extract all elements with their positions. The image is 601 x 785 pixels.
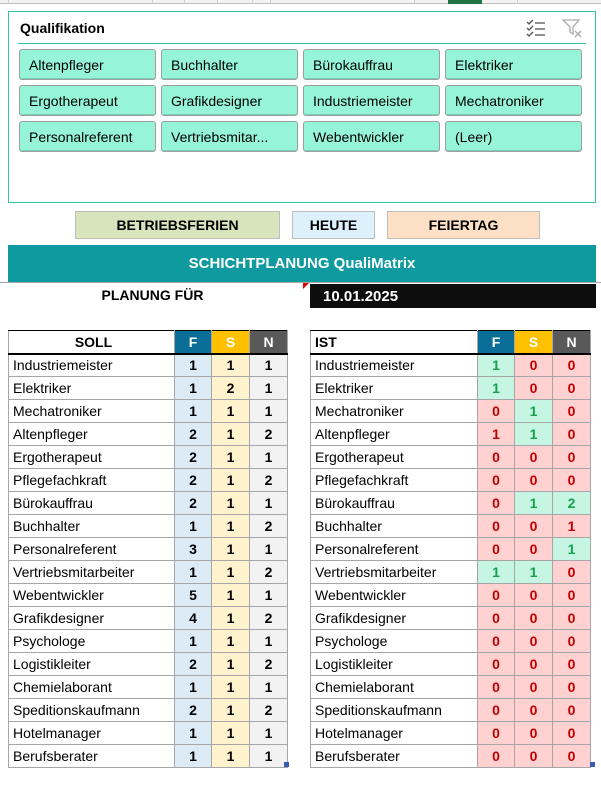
shift-s-cell[interactable]: 1 [212,676,250,699]
shift-f-cell[interactable]: 0 [478,515,515,538]
shift-n-cell[interactable]: 0 [553,699,591,722]
shift-n-cell[interactable]: 0 [553,630,591,653]
qualification-name-cell[interactable]: Berufsberater [311,745,478,768]
shift-s-cell[interactable]: 1 [212,561,250,584]
shift-n-cell[interactable]: 0 [553,423,591,446]
shift-n-cell[interactable]: 0 [553,745,591,768]
soll-table [8,330,288,768]
qualification-name-cell[interactable]: Speditionskaufmann [311,699,478,722]
qualification-name-cell[interactable]: Personalreferent [9,538,175,561]
qualifikation-slicer [8,11,596,203]
shift-s-cell[interactable]: 1 [212,469,250,492]
shift-n-cell[interactable]: 0 [553,584,591,607]
qualification-name-cell[interactable]: Industriemeister [9,354,175,377]
shift-header-s: S [515,331,553,354]
page-title-banner: SCHICHTPLANUNG QualiMatrix [8,245,596,282]
slicer-item[interactable]: Buchhalter [161,49,298,80]
shift-s-cell[interactable]: 1 [212,722,250,745]
slicer-item[interactable]: (Leer) [445,121,582,152]
shift-n-cell[interactable]: 0 [553,653,591,676]
shift-s-cell[interactable]: 1 [515,492,553,515]
table-row [9,630,288,653]
table-row [9,607,288,630]
table-row [9,469,288,492]
shift-f-cell[interactable]: 0 [478,745,515,768]
shift-s-cell[interactable]: 1 [212,653,250,676]
table-row [311,515,591,538]
shift-n-cell[interactable]: 0 [553,446,591,469]
qualification-name-cell[interactable]: Logistikleiter [311,653,478,676]
shift-n-cell[interactable]: 1 [250,745,288,768]
table-row [9,377,288,400]
qualification-name-cell[interactable]: Psychologe [311,630,478,653]
shift-f-cell[interactable]: 0 [478,492,515,515]
shift-s-cell[interactable]: 0 [515,722,553,745]
qualification-name-cell[interactable]: Ergotherapeut [311,446,478,469]
shift-s-cell[interactable]: 0 [515,538,553,561]
qualification-name-cell[interactable]: Speditionskaufmann [9,699,175,722]
shift-header-n: N [250,331,288,354]
legend-heute: HEUTE [292,211,375,239]
table-row [311,469,591,492]
shift-header-f: F [175,331,212,354]
shift-s-cell[interactable]: 0 [515,354,553,377]
shift-n-cell[interactable]: 0 [553,561,591,584]
shift-f-cell[interactable]: 0 [478,446,515,469]
shift-n-cell[interactable]: 2 [250,515,288,538]
shift-s-cell[interactable]: 0 [515,584,553,607]
table-row [311,676,591,699]
qualification-name-cell[interactable]: Elektriker [9,377,175,400]
shift-n-cell[interactable]: 1 [250,538,288,561]
shift-f-cell[interactable]: 1 [478,377,515,400]
shift-f-cell[interactable]: 1 [175,630,212,653]
shift-s-cell[interactable]: 1 [212,630,250,653]
qualification-name-cell[interactable]: Pflegefachkraft [311,469,478,492]
table-row [311,400,591,423]
shift-n-cell[interactable]: 1 [250,354,288,377]
shift-f-cell[interactable]: 1 [478,423,515,446]
shift-f-cell[interactable]: 2 [175,423,212,446]
shift-f-cell[interactable]: 1 [175,745,212,768]
shift-s-cell[interactable]: 0 [515,377,553,400]
ist-table [310,330,591,768]
qualification-name-cell[interactable]: Chemielaborant [9,676,175,699]
planning-label: PLANUNG FÜR [101,287,204,303]
table-resize-handle[interactable] [590,762,595,767]
multi-select-icon[interactable] [525,18,547,38]
shift-n-cell[interactable]: 1 [250,492,288,515]
qualification-name-cell[interactable]: Buchhalter [9,515,175,538]
qualification-name-cell[interactable]: Grafikdesigner [9,607,175,630]
shift-n-cell[interactable]: 1 [250,676,288,699]
shift-f-cell[interactable]: 2 [175,699,212,722]
qualification-name-cell[interactable]: Personalreferent [311,538,478,561]
shift-s-cell[interactable]: 0 [515,446,553,469]
shift-n-cell[interactable]: 1 [250,722,288,745]
slicer-item[interactable]: Mechatroniker [445,85,582,116]
qualification-name-cell[interactable]: Grafikdesigner [311,607,478,630]
clear-filter-icon[interactable] [561,18,583,38]
shift-f-cell[interactable]: 1 [175,354,212,377]
table-row [9,423,288,446]
qualification-name-cell[interactable]: Altenpfleger [9,423,175,446]
shift-s-cell[interactable]: 2 [212,377,250,400]
shift-s-cell[interactable]: 0 [515,653,553,676]
shift-s-cell[interactable]: 1 [212,607,250,630]
shift-s-cell[interactable]: 1 [515,561,553,584]
shift-s-cell[interactable]: 1 [515,423,553,446]
shift-f-cell[interactable]: 0 [478,469,515,492]
shift-n-cell[interactable]: 1 [553,515,591,538]
table-row [9,515,288,538]
shift-f-cell[interactable]: 1 [175,515,212,538]
shift-f-cell[interactable]: 0 [478,400,515,423]
table-row [311,607,591,630]
shift-f-cell[interactable]: 0 [478,538,515,561]
shift-n-cell[interactable]: 1 [250,630,288,653]
table-row [311,745,591,768]
shift-f-cell[interactable]: 1 [175,561,212,584]
shift-n-cell[interactable]: 1 [250,584,288,607]
table-row [311,354,591,377]
shift-header-n: N [553,331,591,354]
qualification-name-cell[interactable]: Berufsberater [9,745,175,768]
column-header-strip [0,0,601,4]
qualification-name-cell[interactable]: Pflegefachkraft [9,469,175,492]
shift-n-cell[interactable]: 1 [553,538,591,561]
ist-header: IST [311,331,478,354]
table-row [311,538,591,561]
shift-f-cell[interactable]: 1 [175,722,212,745]
shift-f-cell[interactable]: 1 [478,354,515,377]
qualification-name-cell[interactable]: Ergotherapeut [9,446,175,469]
shift-n-cell[interactable]: 2 [250,469,288,492]
table-row [9,446,288,469]
shift-s-cell[interactable]: 0 [515,745,553,768]
table-row [9,354,288,377]
shift-n-cell[interactable]: 2 [250,423,288,446]
shift-f-cell[interactable]: 2 [175,492,212,515]
table-row [9,676,288,699]
shift-s-cell[interactable]: 1 [212,515,250,538]
comment-indicator-icon[interactable] [303,283,309,289]
qualification-name-cell[interactable]: Industriemeister [311,354,478,377]
shift-n-cell[interactable]: 2 [250,561,288,584]
shift-n-cell[interactable]: 0 [553,676,591,699]
shift-s-cell[interactable]: 0 [515,469,553,492]
table-row [311,584,591,607]
shift-n-cell[interactable]: 0 [553,400,591,423]
shift-f-cell[interactable]: 0 [478,699,515,722]
qualification-name-cell[interactable]: Psychologe [9,630,175,653]
table-row [311,492,591,515]
table-row [9,653,288,676]
table-row [9,584,288,607]
qualification-name-cell[interactable]: Webentwickler [311,584,478,607]
slicer-item[interactable]: Grafikdesigner [161,85,298,116]
shift-n-cell[interactable]: 2 [250,653,288,676]
divider [0,282,601,283]
table-row [9,492,288,515]
shift-s-cell[interactable]: 1 [212,423,250,446]
table-row [9,722,288,745]
shift-header-s: S [212,331,250,354]
shift-f-cell[interactable]: 0 [478,722,515,745]
table-row [311,377,591,400]
table-row [9,561,288,584]
qualification-name-cell[interactable]: Buchhalter [311,515,478,538]
legend-betriebsferien: BETRIEBSFERIEN [75,211,280,239]
slicer-divider [18,43,586,44]
shift-n-cell[interactable]: 2 [250,699,288,722]
slicer-item[interactable]: Ergotherapeut [19,85,156,116]
shift-f-cell[interactable]: 2 [175,469,212,492]
slicer-item[interactable]: Industriemeister [303,85,440,116]
qualification-name-cell[interactable]: Vertriebsmitarbeiter [311,561,478,584]
shift-s-cell[interactable]: 1 [212,699,250,722]
table-row [9,400,288,423]
shift-s-cell[interactable]: 1 [212,492,250,515]
qualification-name-cell[interactable]: Bürokauffrau [311,492,478,515]
table-resize-handle[interactable] [284,762,289,767]
shift-n-cell[interactable]: 0 [553,607,591,630]
shift-f-cell[interactable]: 0 [478,630,515,653]
qualification-name-cell[interactable]: Mechatroniker [9,400,175,423]
shift-s-cell[interactable]: 1 [212,446,250,469]
shift-f-cell[interactable]: 0 [478,676,515,699]
shift-s-cell[interactable]: 1 [212,354,250,377]
shift-f-cell[interactable]: 1 [478,561,515,584]
shift-s-cell[interactable]: 1 [515,400,553,423]
shift-n-cell[interactable]: 1 [250,446,288,469]
shift-s-cell[interactable]: 1 [212,400,250,423]
selected-column-indicator [448,0,482,4]
shift-f-cell[interactable]: 3 [175,538,212,561]
shift-f-cell[interactable]: 0 [478,607,515,630]
shift-s-cell[interactable]: 0 [515,515,553,538]
shift-n-cell[interactable]: 1 [250,377,288,400]
shift-s-cell[interactable]: 0 [515,676,553,699]
shift-s-cell[interactable]: 0 [515,699,553,722]
slicer-item[interactable]: Bürokauffrau [303,49,440,80]
table-row [311,722,591,745]
shift-f-cell[interactable]: 0 [478,653,515,676]
slicer-item[interactable]: Elektriker [445,49,582,80]
slicer-item[interactable]: Altenpfleger [19,49,156,80]
qualification-name-cell[interactable]: Hotelmanager [311,722,478,745]
qualification-name-cell[interactable]: Bürokauffrau [9,492,175,515]
shift-header-f: F [478,331,515,354]
planning-date-cell[interactable]: 10.01.2025 [310,284,596,308]
shift-n-cell[interactable]: 0 [553,377,591,400]
shift-n-cell[interactable]: 1 [250,400,288,423]
slicer-title: Qualifikation [20,20,105,36]
shift-s-cell[interactable]: 0 [515,607,553,630]
shift-n-cell[interactable]: 2 [553,492,591,515]
legend-feiertag: FEIERTAG [387,211,540,239]
qualification-name-cell[interactable]: Logistikleiter [9,653,175,676]
slicer-item[interactable]: Webentwickler [303,121,440,152]
table-row [311,653,591,676]
soll-header: SOLL [9,331,175,354]
shift-n-cell[interactable]: 2 [250,607,288,630]
shift-f-cell[interactable]: 1 [175,400,212,423]
shift-s-cell[interactable]: 0 [515,630,553,653]
qualification-name-cell[interactable]: Mechatroniker [311,400,478,423]
qualification-name-cell[interactable]: Altenpfleger [311,423,478,446]
qualification-name-cell[interactable]: Chemielaborant [311,676,478,699]
table-row [9,699,288,722]
qualification-name-cell[interactable]: Webentwickler [9,584,175,607]
shift-n-cell[interactable]: 0 [553,722,591,745]
shift-f-cell[interactable]: 0 [478,584,515,607]
shift-f-cell[interactable]: 5 [175,584,212,607]
shift-s-cell[interactable]: 1 [212,584,250,607]
table-row [9,538,288,561]
qualification-name-cell[interactable]: Vertriebsmitarbeiter [9,561,175,584]
table-row [311,630,591,653]
table-row [311,699,591,722]
shift-f-cell[interactable]: 2 [175,653,212,676]
shift-n-cell[interactable]: 0 [553,354,591,377]
table-row [311,561,591,584]
shift-s-cell[interactable]: 1 [212,745,250,768]
qualification-name-cell[interactable]: Hotelmanager [9,722,175,745]
shift-s-cell[interactable]: 1 [212,538,250,561]
table-row [311,446,591,469]
shift-f-cell[interactable]: 2 [175,446,212,469]
shift-f-cell[interactable]: 4 [175,607,212,630]
slicer-item[interactable]: Vertriebsmitar... [161,121,298,152]
slicer-item[interactable]: Personalreferent [19,121,156,152]
table-row [9,745,288,768]
qualification-name-cell[interactable]: Elektriker [311,377,478,400]
shift-n-cell[interactable]: 0 [553,469,591,492]
shift-f-cell[interactable]: 1 [175,676,212,699]
table-row [311,423,591,446]
shift-f-cell[interactable]: 1 [175,377,212,400]
